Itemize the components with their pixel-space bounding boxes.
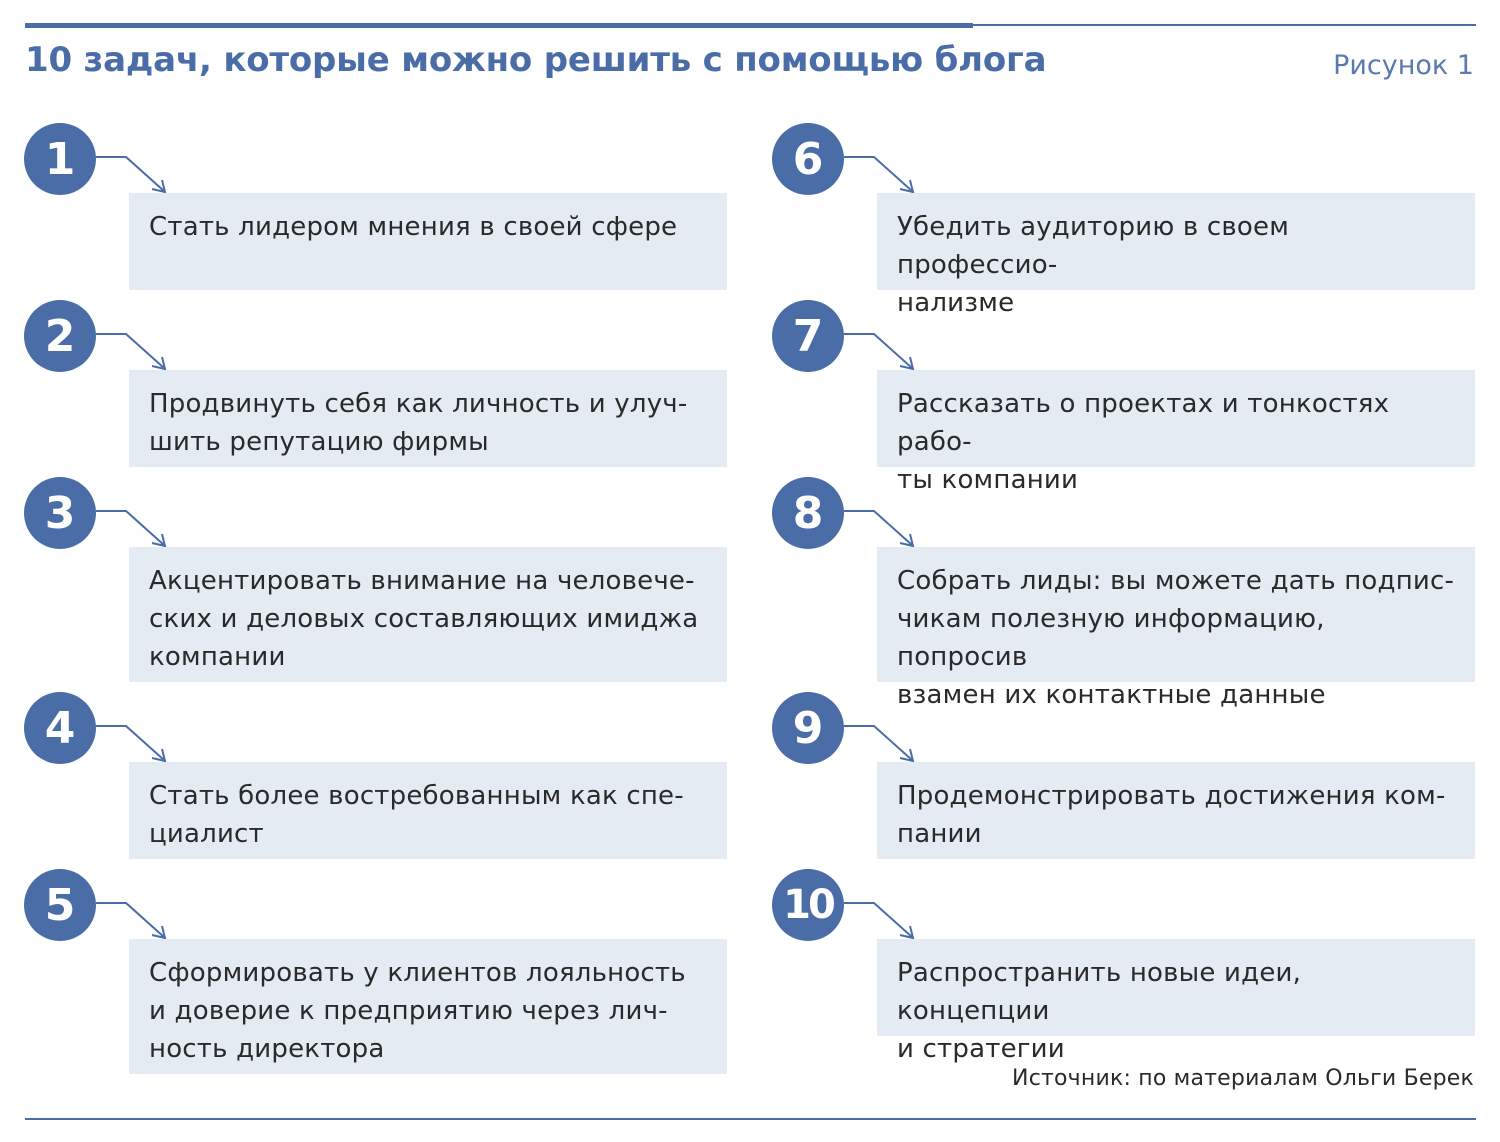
task-text-line: Распространить новые идеи, концепции [897,958,1302,1026]
task-text-line: Продвинуть себя как личность и улуч- [149,389,688,419]
task-text-line: ских и деловых составляющих имиджа [149,604,699,634]
number-badge: 8 [772,477,844,549]
task-box [129,193,727,290]
number-badge: 2 [24,300,96,372]
number-badge: 7 [772,300,844,372]
task-box [129,939,727,1074]
figure-label: Рисунок 1 [1333,50,1474,81]
arrow-icon [844,722,924,762]
task-text-line: Рассказать о проектах и тонкостях рабо- [897,389,1390,457]
task-box [877,939,1475,1064]
arrow-icon [96,722,176,762]
page-title: 10 задач, которые можно решить с помощью блога [25,40,1047,80]
arrow-icon [96,330,176,370]
arrow-icon [844,330,924,370]
number-badge: 9 [772,692,844,764]
task-box [129,547,727,682]
task-text-line: взамен их контактные данные [897,680,1326,710]
number-badge: 6 [772,123,844,195]
task-box [877,193,1475,318]
task-text-line: и доверие к предприятию через лич- [149,996,668,1026]
task-text-line: компании [149,642,286,672]
task-text-line: Сформировать у клиентов лояльность [149,958,686,988]
task-box [877,370,1475,495]
task-text-line: Стать лидером мнения в своей сфере [149,212,678,242]
arrow-icon [844,899,924,939]
task-text-line: циалист [149,819,264,849]
number-badge: 10 [772,869,844,941]
task-text-line: Убедить аудиторию в своем профессио- [897,212,1290,280]
task-text-line: Собрать лиды: вы можете дать подпис- [897,566,1455,596]
task-box [877,762,1475,859]
arrow-icon [96,153,176,193]
number-badge: 1 [24,123,96,195]
task-text-line: шить репутацию фирмы [149,427,489,457]
task-text-line: и стратегии [897,1034,1065,1064]
task-text-line: чикам полезную информацию, попросив [897,604,1325,672]
number-badge: 5 [24,869,96,941]
number-badge: 3 [24,477,96,549]
source-note: Источник: по материалам Ольги Берек [1012,1066,1474,1091]
task-text-line: пании [897,819,982,849]
number-badge: 4 [24,692,96,764]
task-box [129,370,727,467]
arrow-icon [96,507,176,547]
task-box [877,547,1475,710]
task-text-line: Акцентировать внимание на человече- [149,566,695,596]
task-box [129,762,727,859]
top-rule-thin [973,24,1476,26]
arrow-icon [844,507,924,547]
task-text-line: ность директора [149,1034,385,1064]
task-text-line: нализме [897,288,1015,318]
arrow-icon [96,899,176,939]
bottom-rule [25,1118,1476,1120]
task-text-line: Продемонстрировать достижения ком- [897,781,1446,811]
arrow-icon [844,153,924,193]
task-text-line: ты компании [897,465,1079,495]
task-text-line: Стать более востребованным как спе- [149,781,684,811]
top-rule [25,23,973,28]
